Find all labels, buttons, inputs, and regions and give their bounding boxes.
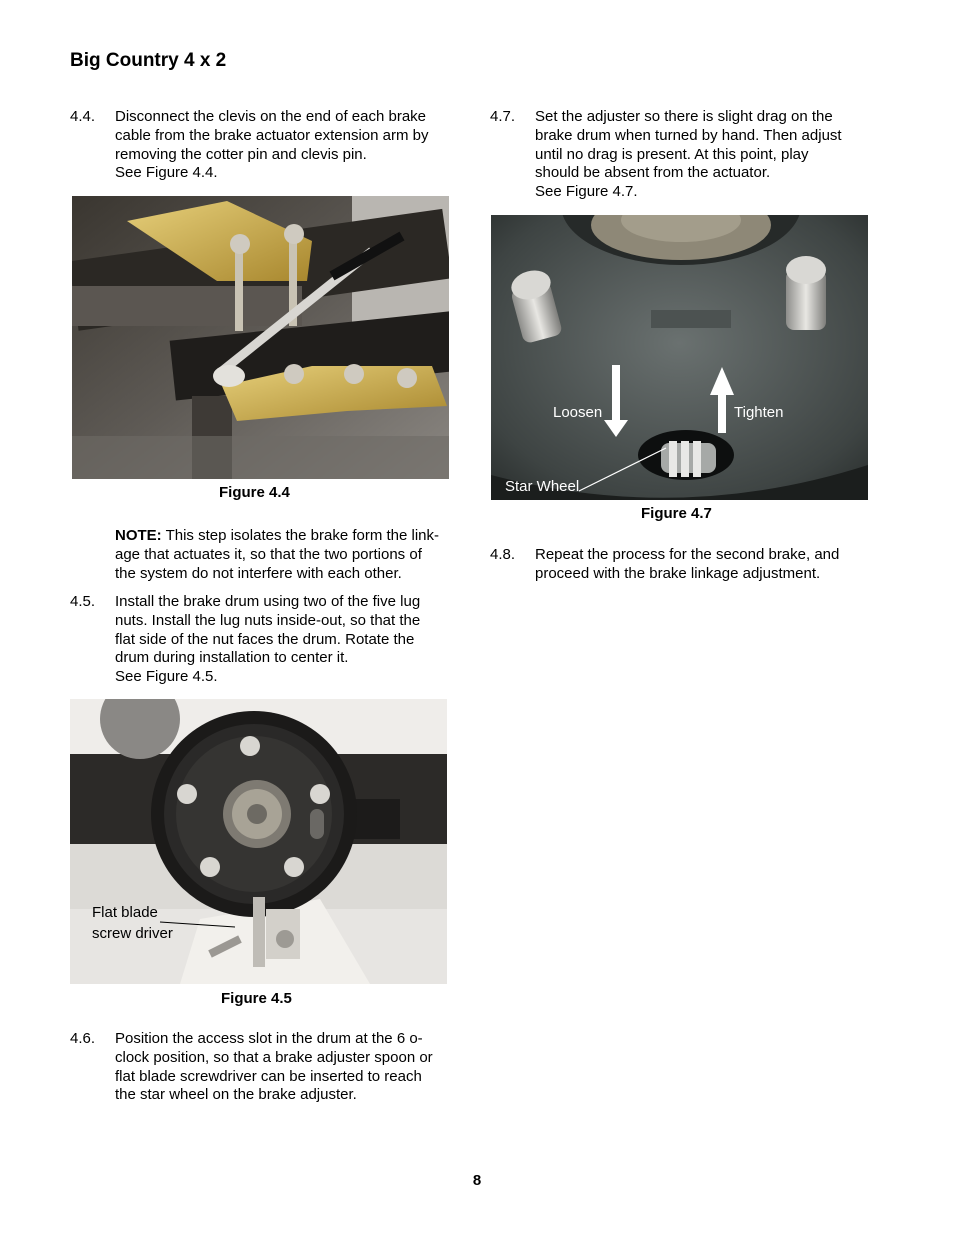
figure-4-7-tighten-label: Tighten bbox=[734, 404, 784, 421]
step-line: Repeat the process for the second brake, and bbox=[535, 546, 840, 563]
figure-4-7-loosen-label: Loosen bbox=[553, 404, 603, 421]
step-line: Position the access slot in the drum at the 6 o- bbox=[115, 1030, 423, 1047]
note-label: NOTE: bbox=[115, 527, 162, 544]
step-4-6 bbox=[70, 1030, 460, 1108]
figure-4-4-photo bbox=[72, 196, 449, 479]
step-line: brake drum when turned by hand. Then adjust bbox=[535, 126, 842, 144]
step-line: clock position, so that a brake adjuster spoon or bbox=[115, 1048, 433, 1066]
figure-4-7-caption: Figure 4.7 bbox=[641, 505, 712, 522]
figure-4-7-star-wheel-label: Star Wheel bbox=[505, 478, 580, 495]
page-title: Big Country 4 x 2 bbox=[70, 50, 227, 71]
step-number: 4.6. bbox=[70, 1030, 96, 1047]
step-line: Set the adjuster so there is slight drag on the bbox=[535, 108, 833, 125]
step-line: flat side of the nut faces the drum. Rotate the bbox=[115, 630, 415, 648]
step-line: See Figure 4.4. bbox=[115, 164, 218, 182]
step-line: proceed with the brake linkage adjustment. bbox=[535, 564, 821, 582]
step-4-8 bbox=[490, 546, 890, 586]
step-line: until no drag is present. At this point, play bbox=[535, 145, 809, 163]
step-4-5 bbox=[70, 593, 460, 689]
figure-4-5-annotation-2: screw driver bbox=[92, 925, 173, 942]
step-line: Install the brake drum using two of the five lug bbox=[115, 593, 421, 610]
step-line: nuts. Install the lug nuts inside-out, so that the bbox=[115, 611, 421, 629]
step-text bbox=[115, 593, 420, 687]
step-line: should be absent from the actuator. bbox=[535, 164, 771, 182]
step-number: 4.5. bbox=[70, 593, 96, 610]
step-number: 4.7. bbox=[490, 108, 516, 125]
step-text bbox=[535, 108, 842, 202]
step-line: See Figure 4.7. bbox=[535, 183, 638, 201]
step-line: cable from the brake actuator extension arm by bbox=[115, 126, 429, 144]
note-line: This step isolates the brake form the link- bbox=[161, 527, 440, 544]
step-4-7 bbox=[490, 108, 890, 204]
step-4-4 bbox=[70, 108, 460, 188]
figure-4-4-caption: Figure 4.4 bbox=[219, 484, 290, 501]
step-number: 4.4. bbox=[70, 108, 96, 125]
step-text bbox=[115, 1030, 433, 1105]
note-line: the system do not interfere with each other. bbox=[115, 564, 402, 582]
note bbox=[115, 527, 439, 583]
step-line: the star wheel on the brake adjuster. bbox=[115, 1086, 357, 1104]
step-text bbox=[535, 546, 839, 584]
step-line: See Figure 4.5. bbox=[115, 668, 218, 686]
step-line: drum during installation to center it. bbox=[115, 649, 349, 667]
step-number: 4.8. bbox=[490, 546, 516, 563]
step-line: flat blade screwdriver can be inserted to reach bbox=[115, 1067, 422, 1085]
figure-4-5-annotation-1: Flat blade bbox=[92, 904, 158, 921]
figure-4-5-caption: Figure 4.5 bbox=[221, 990, 292, 1007]
figure-4-7-photo bbox=[491, 215, 868, 500]
step-text bbox=[115, 108, 429, 183]
page-number: 8 bbox=[472, 1172, 482, 1189]
step-line: removing the cotter pin and clevis pin. bbox=[115, 145, 367, 163]
step-line: Disconnect the clevis on the end of each brake bbox=[115, 108, 427, 125]
note-line: age that actuates it, so that the two portions of bbox=[115, 545, 422, 563]
